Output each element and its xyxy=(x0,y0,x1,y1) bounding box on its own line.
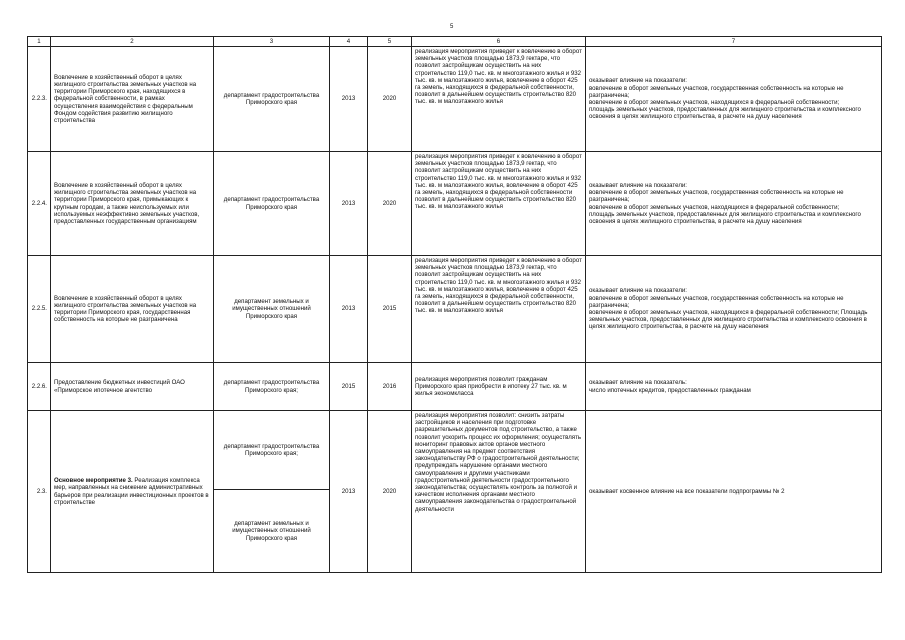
measure-title-rest: Реализация комплекса мер, направленных на снижение административных барьеров при реализации инвестиционных проектов в строительстве xyxy=(54,477,209,506)
end-year: 2020 xyxy=(368,411,412,573)
start-year: 2013 xyxy=(330,47,368,152)
header-row xyxy=(28,37,882,47)
end-year: 2016 xyxy=(368,363,412,411)
end-year: 2020 xyxy=(368,47,412,152)
expected-result: реализация мероприятия приведет к вовлечению в оборот земельных участков площадью 1873,9 гектар, что позволит застройщикам осуществить на них строительство 119,0 тыс. кв. м многоэтажного жилья и 932 тыс. кв. м малоэтажного жилья, вовлечение в оборот 425 га земель, находящихся в федеральной собственности позволит в дальнейшем осуществить строительство 820 тыс. кв. м малоэтажного жилья xyxy=(412,152,586,256)
start-year: 2015 xyxy=(330,363,368,411)
responsible-department: департамент градостроительства Приморского края xyxy=(214,47,330,152)
measure-title: Вовлечение в хозяйственный оборот в целях жилищного строительства земельных участков на территории Приморского края, находящихся в федеральной собственности, в рамках осуществления взаимодействия с федеральным Фондом содействия развитию жилищного строительства xyxy=(51,47,214,152)
row-number: 2.2.4. xyxy=(28,152,51,256)
row-number: 2.3. xyxy=(28,411,51,573)
header-col-7: 7 xyxy=(586,37,882,47)
start-year: 2013 xyxy=(330,256,368,363)
row-number: 2.2.3. xyxy=(28,47,51,152)
measure-title: Вовлечение в хозяйственный оборот в целях жилищного строительства земельных участков на территории Приморского края, государственная собственность на которые не разграничена xyxy=(51,256,214,363)
table-row xyxy=(28,363,882,411)
indicator-impact: оказывает влияние на показатели: вовлечение в оборот земельных участков, государственная собственность на которые не разграничена; вовлечение в оборот земельных участков, находящихся в федеральной собственности; площадь земельных участков, предоставленных для жилищного строительства и комплексного освоения в целях жилищного строительства, в расчете на душу населения xyxy=(586,152,882,256)
start-year: 2013 xyxy=(330,411,368,573)
expected-result: реализация мероприятия приведет к вовлечению в оборот земельных участков площадью 1873,9 гектар, что позволит застройщикам осуществить на них строительство 119,0 тыс. кв. м многоэтажного жилья и 932 тыс. кв. м малоэтажного жилья, вовлечение в оборот 425 га земель, находящихся в федеральной собственности, позволит в дальнейшем осуществить строительство 820 тыс. кв. м малоэтажного жилья xyxy=(412,256,586,363)
header-col-2: 2 xyxy=(51,37,214,47)
table-row xyxy=(28,152,882,256)
responsible-department: департамент градостроительства Приморского края; xyxy=(214,411,330,490)
header-col-6: 6 xyxy=(412,37,586,47)
table-row xyxy=(28,256,882,363)
expected-result: реализация мероприятия позволит гражданам Приморского края приобрести в ипотеку 27 тыс. кв. м жилья экономкласса xyxy=(412,363,586,411)
responsible-department: департамент земельных и имущественных отношений Приморского края xyxy=(214,256,330,363)
measure-title xyxy=(51,411,214,573)
end-year: 2020 xyxy=(368,152,412,256)
program-measures-table xyxy=(27,36,882,573)
indicator-impact: оказывает влияние на показатель: число ипотечных кредитов, предоставленных гражданам xyxy=(586,363,882,411)
expected-result: реализация мероприятия приведет к вовлечению в оборот земельных участков площадью 1873,9 гектаре, что позволит застройщикам осуществить на них строительство 119,0 тыс. кв. м многоэтажного жилья и 932 тыс. кв. м малоэтажного жилья, вовлечение в оборот 425 га земель, находящихся в федеральной собственности, позволит в дальнейшем осуществить строительство 820 тыс. кв. м малоэтажного жилья xyxy=(412,47,586,152)
end-year: 2015 xyxy=(368,256,412,363)
measure-title: Предоставление бюджетных инвестиций ОАО «Приморское ипотечное агентство xyxy=(51,363,214,411)
responsible-department-2: департамент земельных и имущественных отношений Приморского края xyxy=(214,490,330,573)
main-measure-row xyxy=(28,411,882,490)
start-year: 2013 xyxy=(330,152,368,256)
measure-title-bold: Основное мероприятие 3. xyxy=(54,477,133,485)
responsible-department: департамент градостроительства Приморского края; xyxy=(214,363,330,411)
measure-title: Вовлечение в хозяйственный оборот в целях жилищного строительства земельных участков на территории Приморского края, примыкающих к крупным городам, а также неиспользуемых или используемых неэффективно земельных участков, предоставленных государственным организациям xyxy=(51,152,214,256)
header-col-5: 5 xyxy=(368,37,412,47)
indicator-impact: оказывает влияние на показатели: вовлечение в оборот земельных участков, государственная собственность на которые не разграничена; вовлечение в оборот земельных участков, находящихся в федеральной собственности; Площадь земельных участков, предоставленных для жилищного строительства и комплексного освоения в целях жилищного строительства, в расчете на душу населения xyxy=(586,256,882,363)
indicator-impact: оказывает влияние на показатели: вовлечение в оборот земельных участков, государственная собственность на которые не разграничена; вовлечение в оборот земельных участков, находящихся в федеральной собственности; площадь земельных участков, предоставленных для жилищного строительства и комплексного освоения в целях жилищного строительства, в расчете на душу населения xyxy=(586,47,882,152)
header-col-4: 4 xyxy=(330,37,368,47)
indicator-impact: оказывает косвенное влияние на все показатели подпрограммы № 2 xyxy=(586,411,882,573)
header-col-1: 1 xyxy=(28,37,51,47)
page-number: 5 xyxy=(450,24,454,30)
expected-result: реализация мероприятия позволит: снизить затраты застройщиков и населения при подготовке разрешительных документов под строительство, а также позволит ускорить процесс их оформления; осуществлять мониторинг правовых актов органов местного самоуправления на предмет соответствия законодательству РФ о градостроительной деятельности; предупреждать нарушение органами местного самоуправления и другими участниками градостроительной деятельности градостроительного законодательства; осуществлять контроль за полнотой и качеством исполнения органами местного самоуправления законодательства о градостроительной деятельности xyxy=(412,411,586,573)
row-number: 2.2.6. xyxy=(28,363,51,411)
table-row xyxy=(28,47,882,152)
responsible-department: департамент градостроительства Приморского края xyxy=(214,152,330,256)
row-number: 2.2.5. xyxy=(28,256,51,363)
header-col-3: 3 xyxy=(214,37,330,47)
